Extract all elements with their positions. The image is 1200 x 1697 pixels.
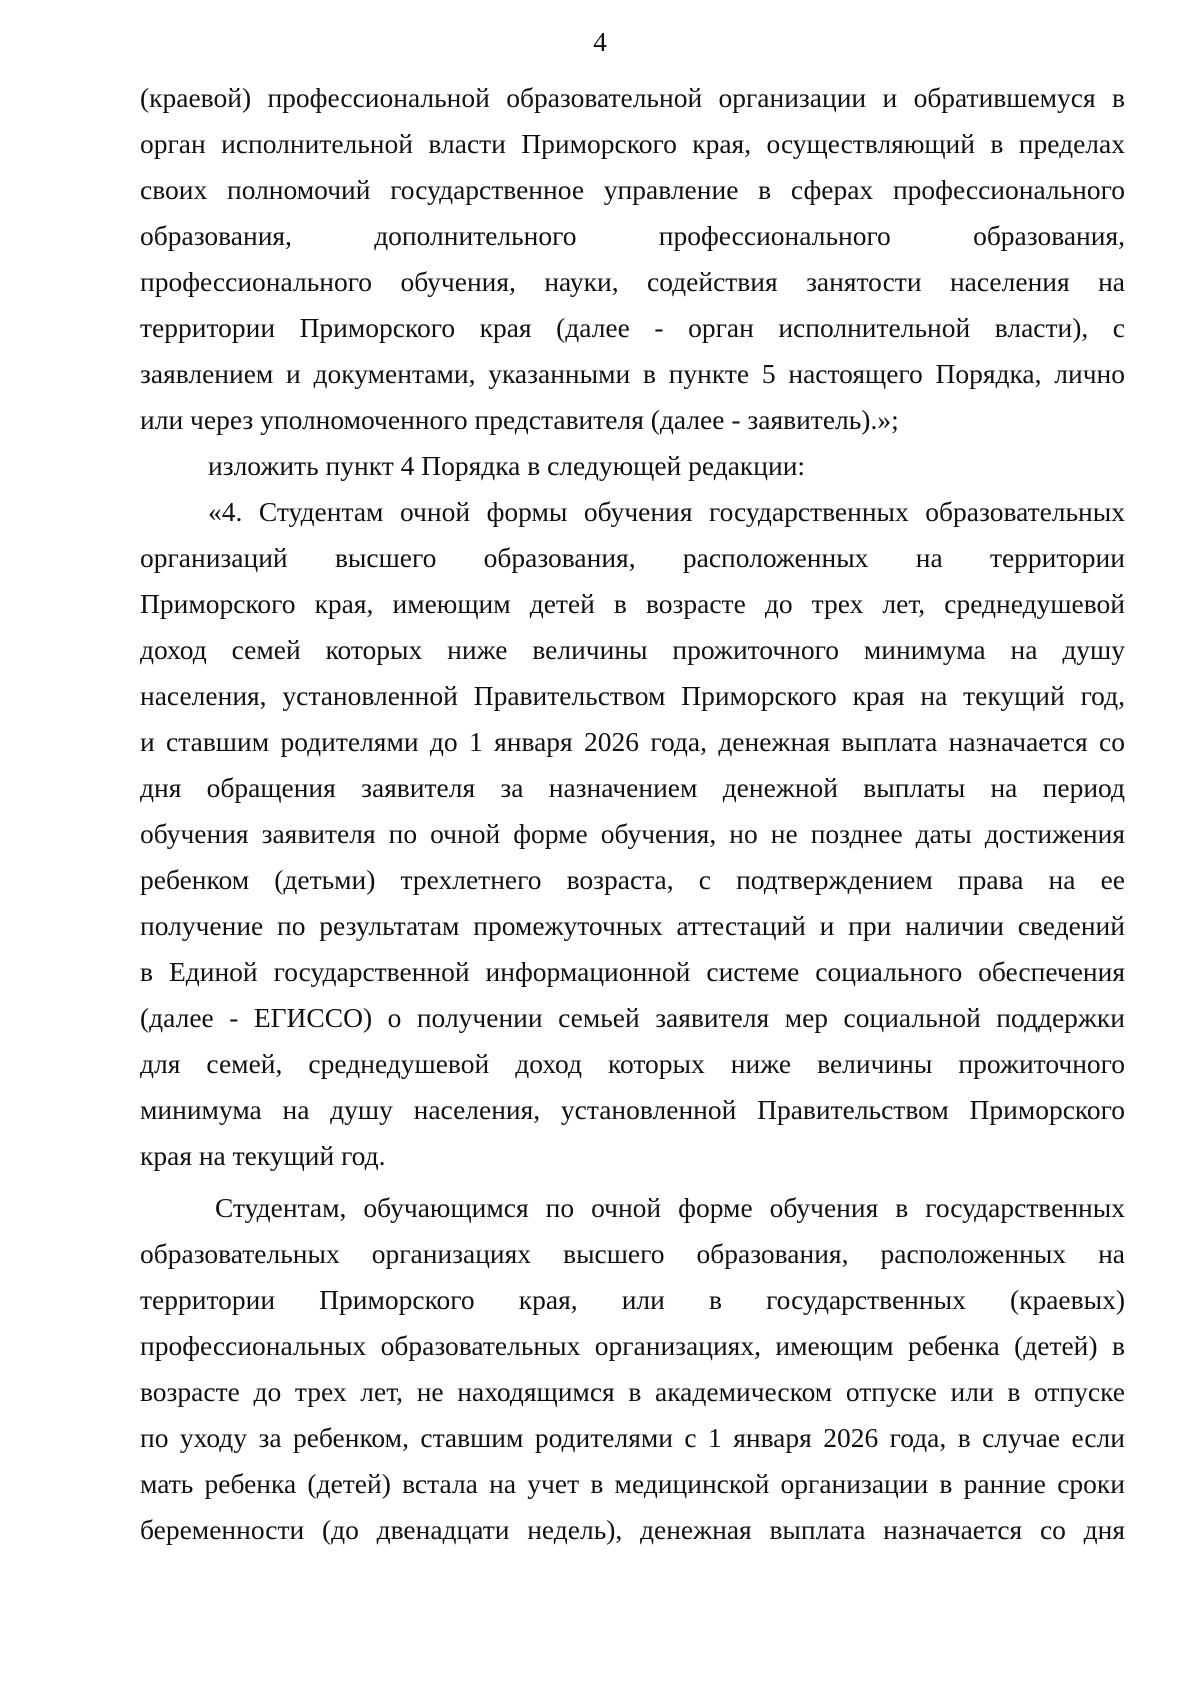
text-line: орган исполнительной власти Приморского края, осуществляющий в пределах	[140, 128, 1125, 159]
text-line: края на текущий год.	[140, 1140, 386, 1171]
text-line: изложить пункт 4 Порядка в следующей редакции:	[208, 450, 806, 481]
text-line: возрасте до трех лет, не находящимся в академическом отпуске или в отпуске	[140, 1376, 1125, 1407]
text-line: (далее - ЕГИССО) о получении семьей заявителя мер социальной поддержки	[140, 1002, 1125, 1033]
text-line: своих полномочий государственное управление в сферах профессионального	[140, 174, 1125, 205]
text-line: территории Приморского края, или в государственных (краевых)	[140, 1284, 1125, 1315]
text-line: в Единой государственной информационной системе социального обеспечения	[140, 956, 1125, 987]
text-line: беременности (до двенадцати недель), денежная выплата назначается со дня	[140, 1514, 1125, 1545]
text-line: «4. Студентам очной формы обучения государственных образовательных	[208, 496, 1125, 527]
page-number: 4	[593, 26, 607, 57]
text-line: Студентам, обучающимся по очной форме обучения в государственных	[215, 1192, 1125, 1223]
text-line: образования, дополнительного профессионального образования,	[140, 220, 1125, 251]
text-line: получение по результатам промежуточных аттестаций и при наличии сведений	[140, 910, 1125, 941]
text-line: мать ребенка (детей) встала на учет в медицинской организации в ранние сроки	[140, 1468, 1125, 1499]
text-line: профессионального обучения, науки, содействия занятости населения на	[140, 266, 1125, 297]
text-line: дня обращения заявителя за назначением денежной выплаты на период	[140, 772, 1125, 803]
text-line: образовательных организациях высшего образования, расположенных на	[140, 1238, 1125, 1269]
text-line: организаций высшего образования, расположенных на территории	[140, 542, 1125, 573]
text-line: обучения заявителя по очной форме обучения, но не позднее даты достижения	[140, 818, 1125, 849]
document-body	[140, 75, 1125, 1553]
text-line: для семей, среднедушевой доход которых ниже величины прожиточного	[140, 1048, 1125, 1079]
text-line: территории Приморского края (далее - орган исполнительной власти), с	[140, 312, 1125, 343]
text-line: по уходу за ребенком, ставшим родителями с 1 января 2026 года, в случае если	[140, 1422, 1125, 1453]
text-line: ребенком (детьми) трехлетнего возраста, с подтверждением права на ее	[140, 864, 1125, 895]
text-line: профессиональных образовательных организациях, имеющим ребенка (детей) в	[140, 1330, 1125, 1361]
text-line: или через уполномоченного представителя (далее - заявитель).»;	[140, 404, 899, 435]
text-line: минимума на душу населения, установленной Правительством Приморского	[140, 1094, 1125, 1125]
text-line: доход семей которых ниже величины прожиточного минимума на душу	[140, 634, 1125, 665]
text-line: (краевой) профессиональной образовательной организации и обратившемуся в	[140, 82, 1125, 113]
text-line: Приморского края, имеющим детей в возрасте до трех лет, среднедушевой	[140, 588, 1125, 619]
text-line: населения, установленной Правительством Приморского края на текущий год,	[140, 680, 1125, 711]
text-line: заявлением и документами, указанными в пункте 5 настоящего Порядка, лично	[140, 358, 1125, 389]
text-line: и ставшим родителями до 1 января 2026 года, денежная выплата назначается со	[140, 726, 1125, 757]
